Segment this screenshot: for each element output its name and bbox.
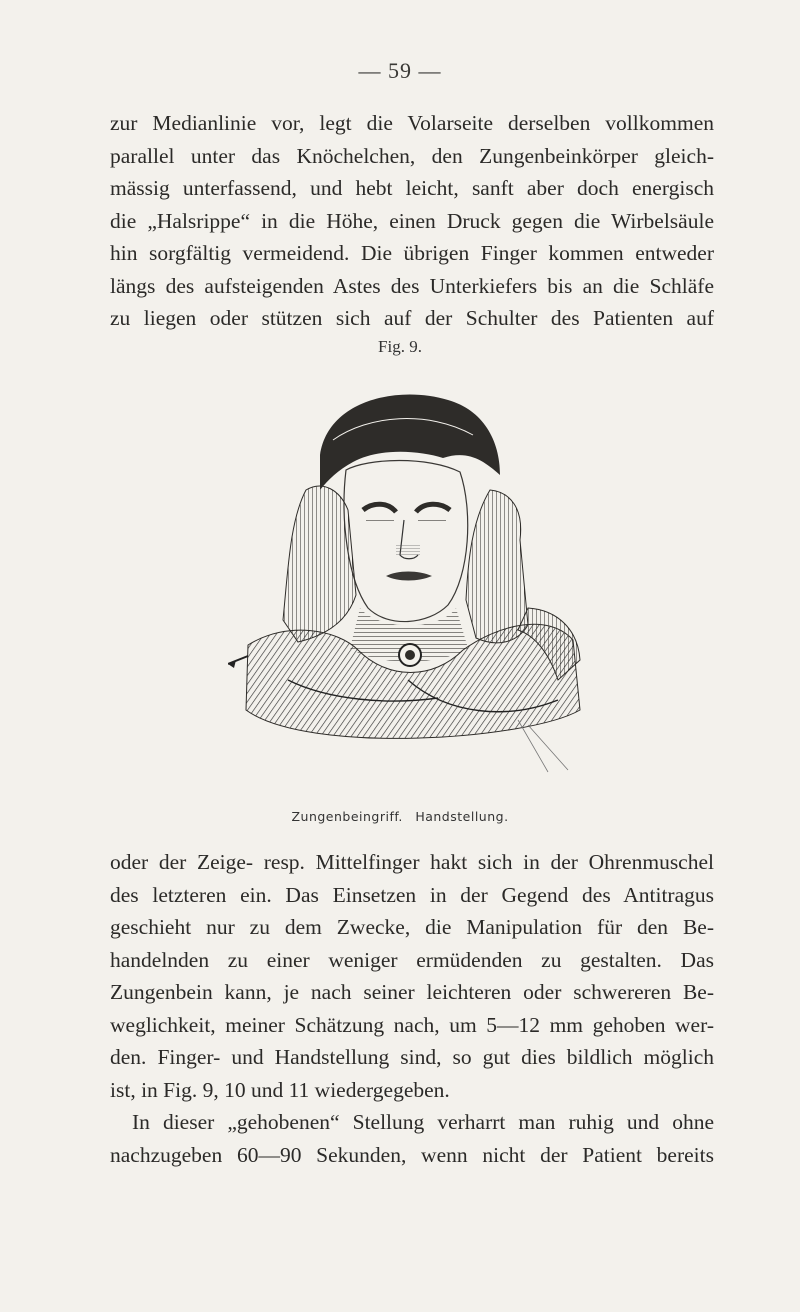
text-line: zu liegen oder stützen sich auf der Schulter des Patienten auf [110,306,714,330]
text-line: den. Finger- und Handstellung sind, so gut dies bildlich möglich [110,1045,714,1069]
figure-caption [0,809,800,824]
text-line: hin sorgfältig vermeidend. Die übrigen Finger kommen entweder [110,241,714,265]
paragraph-bottom [110,846,714,1171]
engraving-image [228,380,796,778]
text-line: Zungenbein kann, je nach seiner leichteren oder schwereren Be- [110,980,714,1004]
text-line: ist, in Fig. 9, 10 und 11 wiedergegeben. [110,1077,450,1102]
text-line: des letzteren ein. Das Einsetzen in der Gegend des Antitragus [110,882,714,907]
text-line: parallel unter das Knöchelchen, den Zungenbeinkörper gleich- [110,143,714,168]
figure-label: Fig. 9. [378,337,422,356]
text-line: nachzugeben 60—90 Sekunden, wenn nicht der Patient bereits [110,1142,714,1167]
figure-illustration [228,380,796,778]
caption-right: Handstellung. [415,809,509,824]
text-line: die „Halsrippe“ in die Höhe, einen Druck gegen die Wirbelsäule [110,208,714,233]
caption-left: Zungenbeingriff. [291,809,403,824]
text-line: In dieser „gehobenen“ Stellung verharrt man ruhig und ohne [132,1110,714,1134]
page-number: — 59 — [358,58,442,83]
text-line: zur Medianlinie vor, legt die Volarseite derselben vollkommen [110,111,714,135]
text-line: weglichkeit, meiner Schätzung nach, um 5—12 mm gehoben wer- [110,1012,714,1037]
text-line: mässig unterfassend, und hebt leicht, sanft aber doch energisch [110,176,714,200]
text-line: handelnden zu einer weniger ermüdenden zu gestalten. Das [110,947,714,972]
paragraph-top [110,107,714,335]
text-line: geschieht nur zu dem Zwecke, die Manipulation für den Be- [110,915,714,939]
text-line: oder der Zeige- resp. Mittelfinger hakt sich in der Ohrenmuschel [110,850,714,874]
text-line: längs des aufsteigenden Astes des Unterkiefers bis an die Schläfe [110,273,714,298]
